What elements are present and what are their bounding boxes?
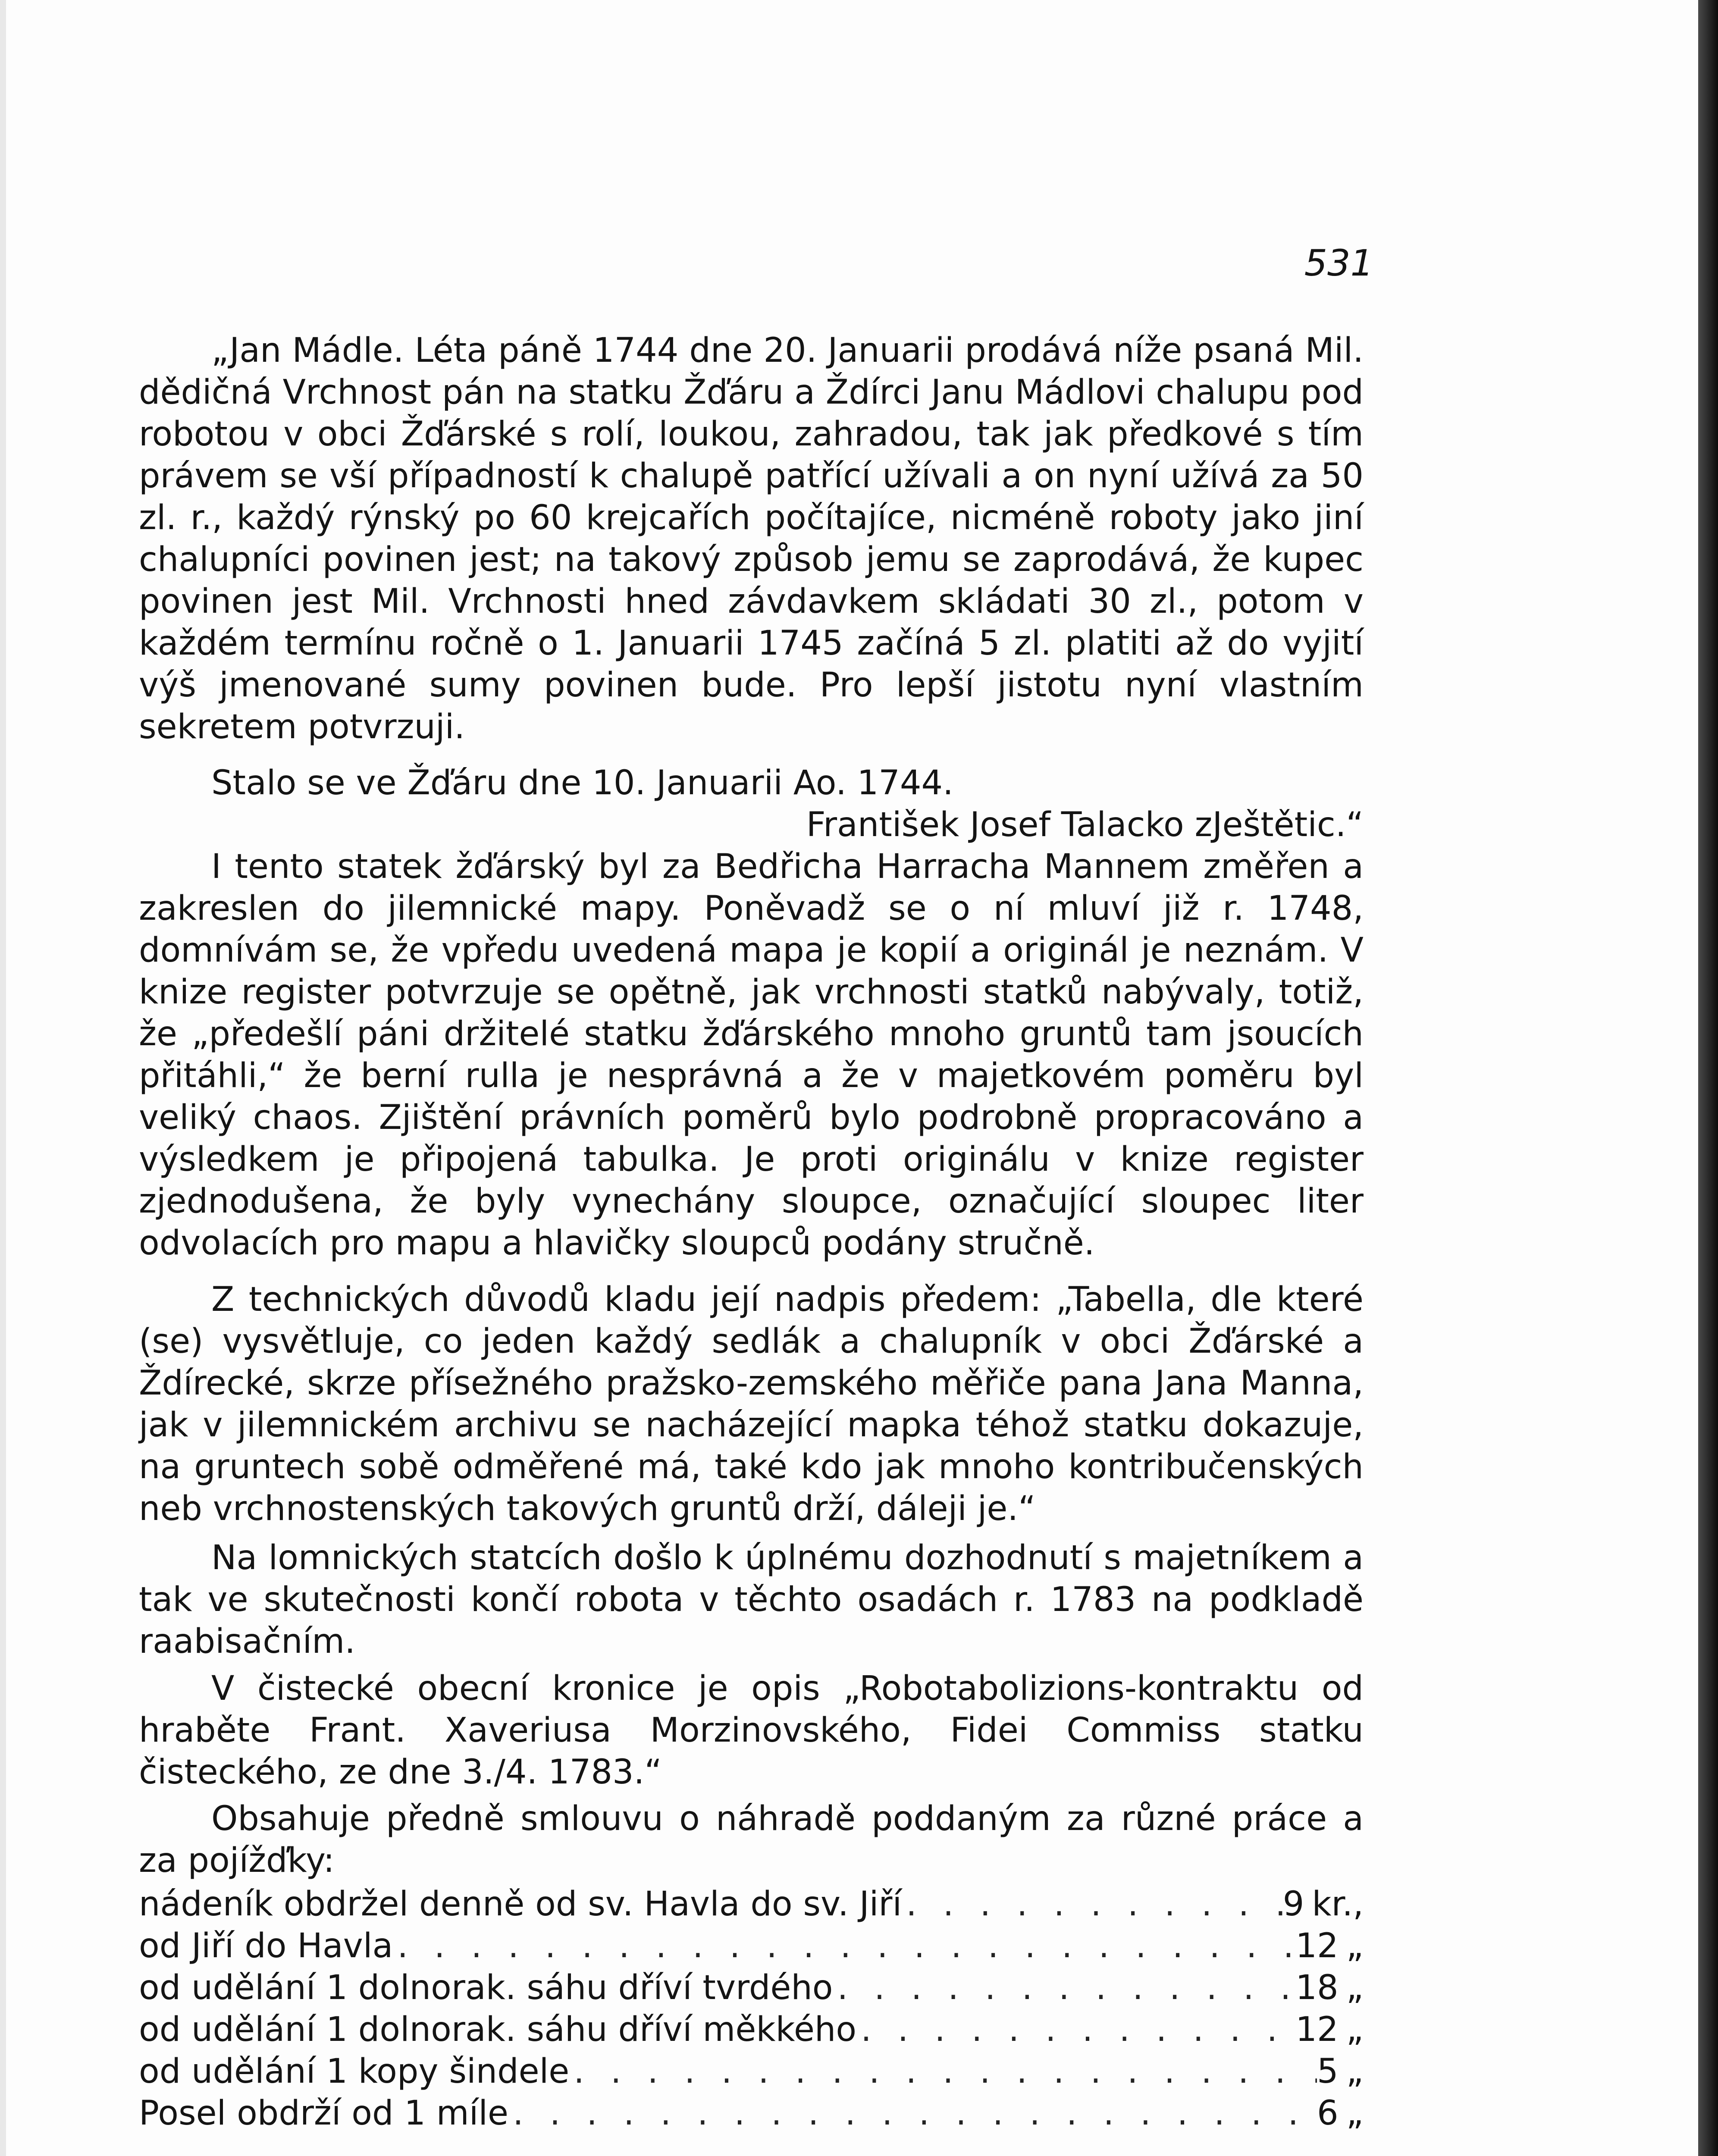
dot-leader [569,2051,1317,2093]
signature-line: František Josef Talacko zJeštětic.“ [806,805,1364,844]
dot-leader [393,1925,1295,1967]
ledger-amount: 18 [1295,1968,1339,2007]
paragraph-zdar-estate: I tento statek žďárský byl za Bedřicha Harracha Mannem změřen a zakreslen do jilemnické mapy. Poněvadž se o ní mluví již r. 1748, domnívám se, že vpředu uvedená mapa je kopií a originál je neznám. V knize register potvrzuje se opětně, jak vrchnosti statků nabývaly, totiž, že „předešlí páni držitelé statku žďárského mnoho gruntů tam jsoucích přitáhli,“ že berní rulla je nesprávná a že v majetkovém poměru byl veliký chaos. Zjištění právních poměrů bylo podrobně propracováno a výsledkem je připojená tabulka. Je proti originálu v knize register zjednodušena, že byly vynechány sloupce, označující sloupec liter odvolacích pro mapu a hlavičky sloupců podány stručně. [139,847,1364,1263]
ledger-unit: „ [1346,1968,1364,2007]
ledger-item: Posel obdrží od 1 míle [139,2094,509,2133]
dot-leader [833,1967,1296,2009]
paragraph-contract-contents: Obsahuje předně smlouvu o náhradě poddaným za různé práce a za pojížďky: [139,1799,1364,1880]
ledger-item: od udělání 1 dolnorak. sáhu dříví tvrdého [139,1968,833,2007]
dot-leader [856,2009,1295,2051]
dot-leader [508,2093,1317,2134]
ledger-amount: 9 [1282,1885,1304,1924]
ledger-row [139,1967,1364,2009]
page-left-edge [0,0,6,2156]
page-number: 531 [1304,242,1373,284]
ledger-unit: kr., [1312,1885,1364,1924]
ledger-item: nádeník obdržel denně od sv. Havla do sv. Jiří [139,1885,902,1924]
paragraph-sale-deed: „Jan Mádle. Léta páně 1744 dne 20. Januarii prodává níže psaná Mil. dědičná Vrchnost pán na statku Žďáru a Ždírci Janu Mádlovi chalupu pod robotou v obci Žďárské s rolí, loukou, zahradou, tak jak předkové s tím právem se vší případností k chalupě patřící užívali a on nyní užívá za 50 zl. r., každý rýnský po 60 krejcařích počítajíce, nicméně roboty jako jiní chalupníci povinen jest; na takový způsob jemu se zaprodává, že kupec povinen jest Mil. Vrchnosti hned závdavkem skládati 30 zl., potom v každém termínu ročně o 1. Januarii 1745 začíná 5 zl. platiti až do vyjití výš jmenované sumy povinen bude. Pro lepší jistotu nyní vlastním sekretem potvrzuji. [139,331,1364,746]
ledger-row [139,2009,1364,2051]
ledger-amount: 6 [1317,2094,1339,2133]
page-right-edge-shadow [1698,0,1718,2156]
ledger-item: od Jiří do Havla [139,1927,393,1965]
ledger-amount: 12 [1295,2010,1339,2049]
wage-ledger [139,1883,1364,2134]
ledger-row [139,2051,1364,2093]
ledger-unit: „ [1346,1927,1364,1965]
paragraph-chronicle: V čistecké obecní kronice je opis „Robotabolizions-kontraktu od hraběte Frant. Xaveriusa Morzinovského, Fidei Commiss statku čisteckého, ze dne 3./4. 1783.“ [139,1669,1364,1792]
ledger-unit: „ [1346,2010,1364,2049]
ledger-row [139,1925,1364,1967]
ledger-row [139,1883,1364,1925]
paragraph-lomnice-estates: Na lomnických statcích došlo k úplnému dozhodnutí s majetníkem a tak ve skutečnosti končí robota v těchto osadách r. 1783 na podkladě raabisačním. [139,1539,1364,1661]
paragraph-tabella-heading: Z technických důvodů kladu její nadpis předem: „Tabella, dle které (se) vysvětluje, co jeden každý sedlák a chalupník v obci Žďárské a Ždírecké, skrze přísežného pražsko-zemského měřiče pana Jana Manna, jak v jilemnickém archivu se nacházející mapka téhož statku dokazuje, na gruntech sobě odměřené má, také kdo jak mnoho kontribučenských neb vrchnostenských takových gruntů drží, dáleji je.“ [139,1280,1364,1528]
ledger-unit: „ [1346,2094,1364,2133]
paragraph-dated: Stalo se ve Žďáru dne 10. Januarii Ao. 1744. [211,764,953,802]
ledger-unit: „ [1346,2052,1364,2091]
dot-leader [902,1883,1283,1925]
ledger-row [139,2093,1364,2134]
ledger-amount: 5 [1317,2052,1339,2091]
ledger-item: od udělání 1 dolnorak. sáhu dříví měkkého [139,2010,857,2049]
ledger-item: od udělání 1 kopy šindele [139,2052,570,2091]
ledger-amount: 12 [1295,1927,1339,1965]
